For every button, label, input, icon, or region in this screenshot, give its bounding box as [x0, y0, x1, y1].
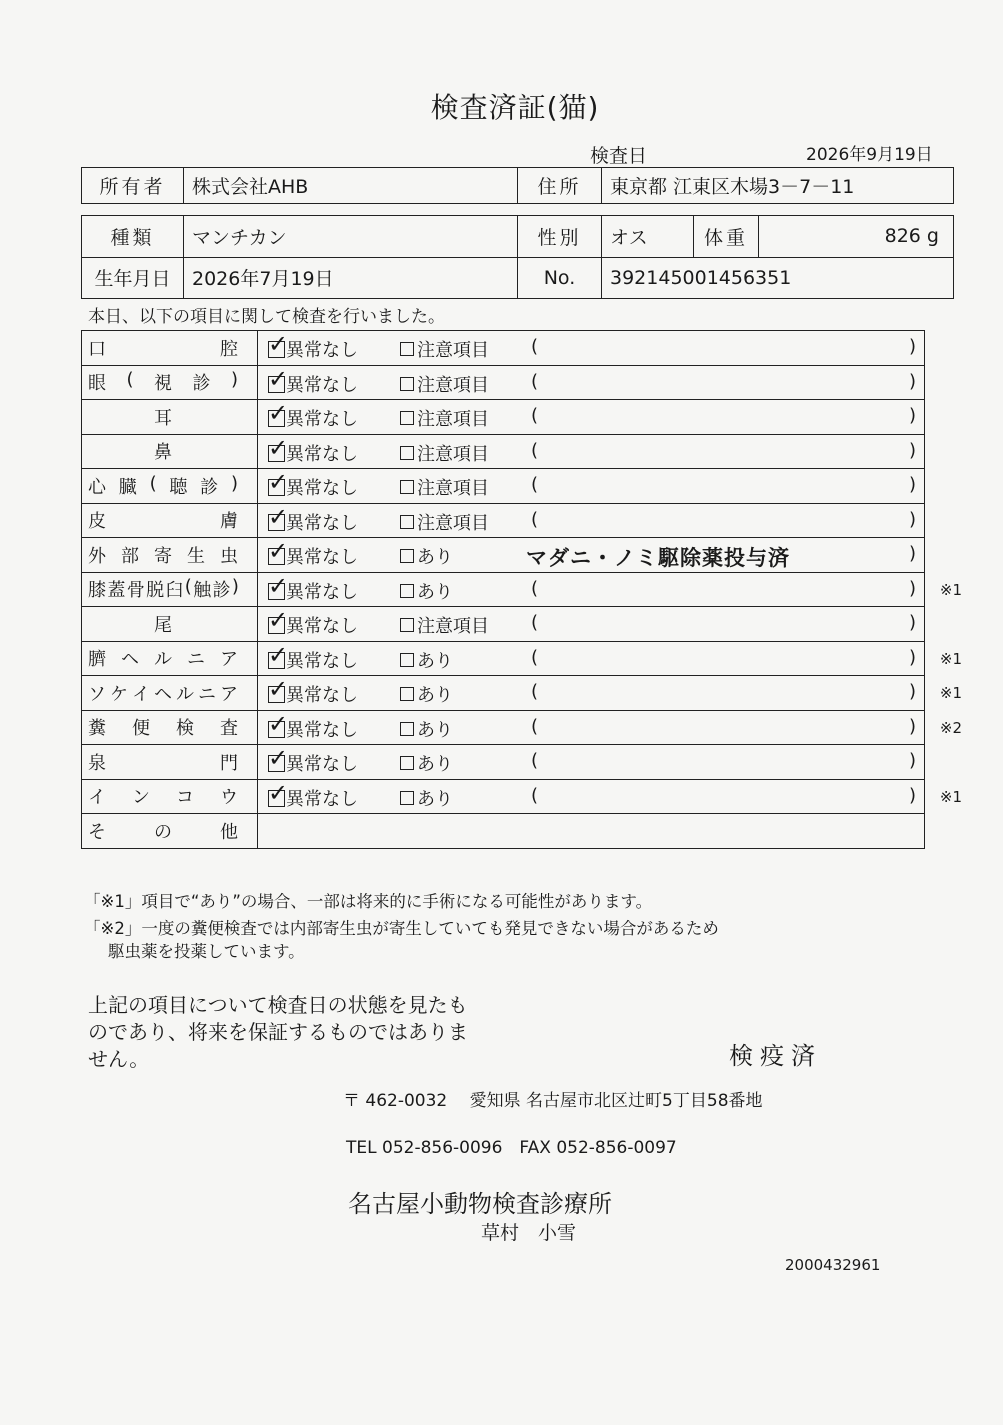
item-name-cell [82, 676, 258, 711]
checkbox-checked[interactable] [268, 640, 289, 669]
alt-option[interactable] [400, 405, 489, 431]
item-name: 眼 ( 視 診 ) [88, 369, 238, 395]
item-name-cell [82, 365, 258, 400]
checkbox-checked[interactable] [268, 675, 289, 703]
weight-label: 体重 [694, 216, 759, 258]
checkbox-unchecked[interactable] [400, 791, 414, 805]
open-paren: ( [531, 336, 539, 357]
checkbox-unchecked[interactable] [400, 377, 414, 391]
breed-value: マンチカン [184, 216, 518, 258]
open-paren: ( [531, 784, 539, 806]
item-name-cell [82, 434, 258, 469]
no-value: 392145001456351 [602, 257, 954, 299]
normal-option[interactable] [268, 433, 358, 466]
owner-table [81, 167, 954, 204]
normal-label: 異常なし [286, 685, 358, 706]
item-name: 外 部 寄 生 虫 [88, 545, 238, 567]
alt-label: 注意項目 [417, 443, 489, 465]
document-title: 検査済証(猫) [430, 91, 600, 124]
alt-option[interactable] [400, 681, 453, 707]
normal-label: 異常なし [286, 754, 358, 775]
disclaimer: 上記の項目について検査日の状態を見たものであり、将来を保証するものではありません。 [88, 993, 468, 1071]
open-paren: ( [531, 508, 539, 530]
normal-label: 異常なし [286, 512, 358, 534]
item-name: 尾 [154, 614, 172, 636]
alt-label: あり [417, 547, 453, 568]
normal-option[interactable] [268, 571, 358, 604]
open-paren: ( [531, 577, 539, 599]
item-result-cell [258, 607, 925, 642]
checkbox-checked[interactable] [268, 709, 289, 738]
inspection-table [81, 330, 962, 849]
check-mark-icon: ✓ [268, 778, 289, 807]
note-2: 「※2」一度の糞便検査では内部寄生虫が寄生していても発見できない場合があるため [84, 919, 719, 938]
item-result-cell [258, 365, 925, 400]
alt-option[interactable] [400, 578, 453, 604]
alt-option[interactable] [400, 474, 489, 500]
item-result-cell [258, 675, 962, 711]
normal-label: 異常なし [286, 443, 358, 465]
normal-option[interactable] [268, 675, 358, 707]
item-name: 糞 便 検 査 [88, 718, 238, 740]
close-paren: ) [908, 715, 916, 737]
alt-label: あり [417, 685, 453, 706]
check-mark-icon: ✓ [268, 399, 289, 427]
close-paren: ) [908, 439, 916, 461]
inspection-row [82, 745, 925, 780]
alt-option[interactable] [400, 716, 453, 742]
inspection-row [82, 676, 925, 711]
close-paren: ) [908, 508, 916, 530]
item-name-cell [82, 469, 258, 504]
check-mark-icon: ✓ [268, 537, 289, 565]
close-paren: ) [908, 336, 916, 357]
open-paren: ( [531, 681, 539, 702]
item-name-cell [82, 331, 258, 366]
address-value: 東京都 江東区木場3－7－11 [602, 168, 954, 204]
weight-value: 826 g [759, 216, 954, 258]
open-paren: ( [531, 646, 539, 668]
item-name: 口 腔 [88, 338, 238, 360]
checkbox-checked[interactable] [268, 399, 289, 427]
open-paren: ( [531, 439, 539, 461]
close-paren: ) [908, 646, 916, 668]
check-mark-icon: ✓ [268, 502, 289, 531]
check-mark-icon: ✓ [268, 433, 289, 462]
normal-option[interactable] [268, 778, 358, 811]
item-result-cell [258, 709, 962, 745]
alt-label: 注意項目 [417, 512, 489, 534]
item-name: 心 臓 ( 聴 診 ) [88, 472, 238, 498]
close-paren: ) [908, 370, 916, 392]
item-name: 膝 蓋 骨 脱 臼 ( 触 診 ) [88, 576, 238, 602]
alt-label: あり [417, 650, 453, 672]
footnote-marker: ※1 [939, 787, 962, 806]
item-name-cell [82, 538, 258, 573]
item-name-cell [82, 779, 258, 814]
checkbox-unchecked[interactable] [400, 480, 414, 494]
normal-label: 異常なし [286, 650, 358, 672]
normal-option[interactable] [268, 640, 358, 673]
alt-label: あり [417, 581, 453, 603]
item-result-cell [258, 778, 962, 814]
item-name-cell [82, 400, 258, 435]
alt-option[interactable] [400, 509, 489, 535]
sex-value: オス [602, 216, 694, 258]
checkbox-checked[interactable] [268, 537, 289, 565]
note-1: 「※1」項目で“あり”の場合、一部は将来的に手術になる可能性があります。 [84, 892, 653, 911]
inspection-row [82, 538, 925, 573]
alt-option[interactable] [400, 750, 453, 776]
checkbox-unchecked[interactable] [400, 515, 414, 529]
item-result-cell [258, 745, 925, 780]
item-name-cell [82, 745, 258, 780]
normal-option[interactable] [268, 606, 358, 638]
normal-option[interactable] [268, 330, 358, 362]
footnote-marker: ※1 [939, 649, 962, 668]
item-result-cell [258, 571, 962, 607]
normal-label: 異常なし [286, 409, 358, 430]
open-paren: ( [531, 750, 539, 771]
birth-label: 生年月日 [82, 257, 184, 299]
check-mark-icon: ✓ [268, 744, 289, 772]
check-mark-icon: ✓ [268, 364, 289, 393]
close-paren: ) [908, 577, 916, 599]
quarantine-stamp: 検疫済 [729, 1042, 822, 1070]
note-2-continued: 駆虫薬を投薬しています。 [108, 942, 305, 961]
checkbox-checked[interactable] [268, 433, 289, 462]
normal-option[interactable] [268, 468, 358, 500]
alt-label: 注意項目 [417, 478, 489, 499]
item-result-cell [258, 469, 925, 504]
checkbox-checked[interactable] [268, 330, 289, 358]
normal-label: 異常なし [286, 374, 358, 396]
normal-label: 異常なし [286, 478, 358, 499]
document-code: 2000432961 [785, 1256, 881, 1274]
check-mark-icon: ✓ [268, 640, 289, 669]
alt-option[interactable] [400, 440, 489, 466]
close-paren: ) [908, 543, 916, 564]
clinic-phone-fax: TEL 052-856-0096 FAX 052-856-0097 [346, 1138, 677, 1158]
item-name-cell [82, 607, 258, 642]
close-paren: ) [908, 474, 916, 495]
alt-option[interactable] [400, 543, 453, 569]
checkbox-unchecked[interactable] [400, 446, 414, 460]
checkbox-checked[interactable] [268, 468, 289, 496]
check-mark-icon: ✓ [268, 571, 289, 600]
item-result-cell [258, 434, 925, 469]
alt-label: 注意項目 [417, 340, 489, 361]
normal-label: 異常なし [286, 788, 358, 810]
checkbox-unchecked[interactable] [400, 411, 414, 425]
alt-label: 注意項目 [417, 374, 489, 396]
sex-label: 性別 [518, 216, 602, 258]
checkbox-unchecked[interactable] [400, 549, 414, 563]
check-mark-icon: ✓ [268, 709, 289, 738]
item-name: ソ ケ イ ヘ ル ニ ア [88, 683, 238, 705]
alt-label: あり [417, 788, 453, 810]
alt-label: あり [417, 719, 453, 741]
inspection-row [82, 710, 925, 745]
open-paren: ( [531, 612, 539, 633]
vet-name: 草村 小雪 [481, 1222, 577, 1244]
clinic-address: 〒 462-0032 愛知県 名古屋市北区辻町5丁目58番地 [343, 1091, 763, 1111]
address-label: 住所 [518, 168, 602, 204]
alt-label: 注意項目 [417, 409, 489, 430]
inspection-row [82, 331, 925, 366]
pet-info-table [81, 215, 954, 299]
alt-option[interactable] [400, 785, 453, 811]
checkbox-unchecked[interactable] [400, 722, 414, 736]
birth-value: 2026年7月19日 [184, 257, 518, 299]
inspection-row [82, 365, 925, 400]
normal-option[interactable] [268, 364, 358, 397]
checkbox-unchecked[interactable] [400, 687, 414, 701]
checkbox-unchecked[interactable] [400, 618, 414, 632]
item-name: 耳 [154, 407, 172, 429]
checkbox-unchecked[interactable] [400, 653, 414, 667]
normal-option[interactable] [268, 399, 358, 431]
close-paren: ) [908, 612, 916, 633]
check-mark-icon: ✓ [268, 606, 289, 634]
checkbox-unchecked[interactable] [400, 584, 414, 598]
checkbox-checked[interactable] [268, 571, 289, 600]
inspection-row [82, 503, 925, 538]
alt-option[interactable] [400, 647, 453, 673]
alt-option[interactable] [400, 336, 489, 362]
close-paren: ) [908, 750, 916, 771]
alt-option[interactable] [400, 371, 489, 397]
owner-label: 所有者 [82, 168, 184, 204]
inspection-date-label: 検査日 [590, 145, 648, 167]
checkbox-checked[interactable] [268, 744, 289, 772]
normal-option[interactable] [268, 744, 358, 776]
other-name-cell [82, 814, 258, 849]
item-result-cell [258, 331, 925, 366]
open-paren: ( [531, 405, 539, 426]
remark-text: マダニ・ノミ駆除薬投与済 [526, 546, 790, 570]
breed-label: 種類 [82, 216, 184, 258]
checkbox-unchecked[interactable] [400, 756, 414, 770]
checkbox-checked[interactable] [268, 778, 289, 807]
item-name: 泉 門 [88, 752, 238, 774]
footnote-marker: ※1 [939, 684, 962, 702]
item-result-cell [258, 400, 925, 435]
owner-value: 株式会社AHB [184, 168, 518, 204]
intro-text: 本日、以下の項目に関して検査を行いました。 [88, 307, 445, 327]
item-name: 皮 膚 [88, 511, 238, 533]
normal-label: 異常なし [286, 340, 358, 361]
other-value-cell[interactable] [258, 814, 925, 849]
item-name-cell [82, 572, 258, 607]
checkbox-checked[interactable] [268, 502, 289, 531]
normal-label: 異常なし [286, 581, 358, 603]
item-result-cell [258, 640, 962, 676]
inspection-row [82, 572, 925, 607]
check-mark-icon: ✓ [268, 468, 289, 496]
inspection-row [82, 641, 925, 676]
open-paren: ( [531, 474, 539, 495]
item-name: 鼻 [154, 442, 172, 464]
checkbox-unchecked[interactable] [400, 342, 414, 356]
normal-option[interactable] [268, 502, 358, 535]
normal-label: 異常なし [286, 719, 358, 741]
no-label: No. [518, 257, 602, 299]
open-paren: ( [531, 370, 539, 392]
item-name-cell [82, 503, 258, 538]
inspection-row [82, 607, 925, 642]
clinic-name: 名古屋小動物検査診療所 [348, 1190, 612, 1218]
check-mark-icon: ✓ [268, 330, 289, 358]
item-name-cell [82, 710, 258, 745]
inspection-row [82, 434, 925, 469]
footnote-marker: ※1 [939, 580, 962, 599]
item-result-cell [258, 538, 925, 573]
item-name: イ ン コ ウ [88, 787, 238, 809]
normal-label: 異常なし [286, 616, 358, 637]
alt-option[interactable] [400, 612, 489, 638]
other-label: そ の 他 [88, 821, 238, 843]
close-paren: ) [908, 405, 916, 426]
other-row [82, 814, 925, 849]
close-paren: ) [908, 784, 916, 806]
alt-label: 注意項目 [417, 616, 489, 637]
inspection-row [82, 779, 925, 814]
close-paren: ) [908, 681, 916, 702]
checkbox-checked[interactable] [268, 364, 289, 393]
open-paren: ( [531, 715, 539, 737]
item-name: 臍 ヘ ル ニ ア [88, 649, 238, 671]
normal-option[interactable] [268, 537, 358, 569]
checkbox-checked[interactable] [268, 606, 289, 634]
inspection-row [82, 469, 925, 504]
inspection-row [82, 400, 925, 435]
normal-label: 異常なし [286, 547, 358, 568]
alt-label: あり [417, 754, 453, 775]
inspection-date: 2026年9月19日 [806, 145, 933, 165]
footnote-marker: ※2 [939, 718, 962, 737]
check-mark-icon: ✓ [268, 675, 289, 703]
item-name-cell [82, 641, 258, 676]
item-result-cell [258, 503, 925, 538]
normal-option[interactable] [268, 709, 358, 742]
